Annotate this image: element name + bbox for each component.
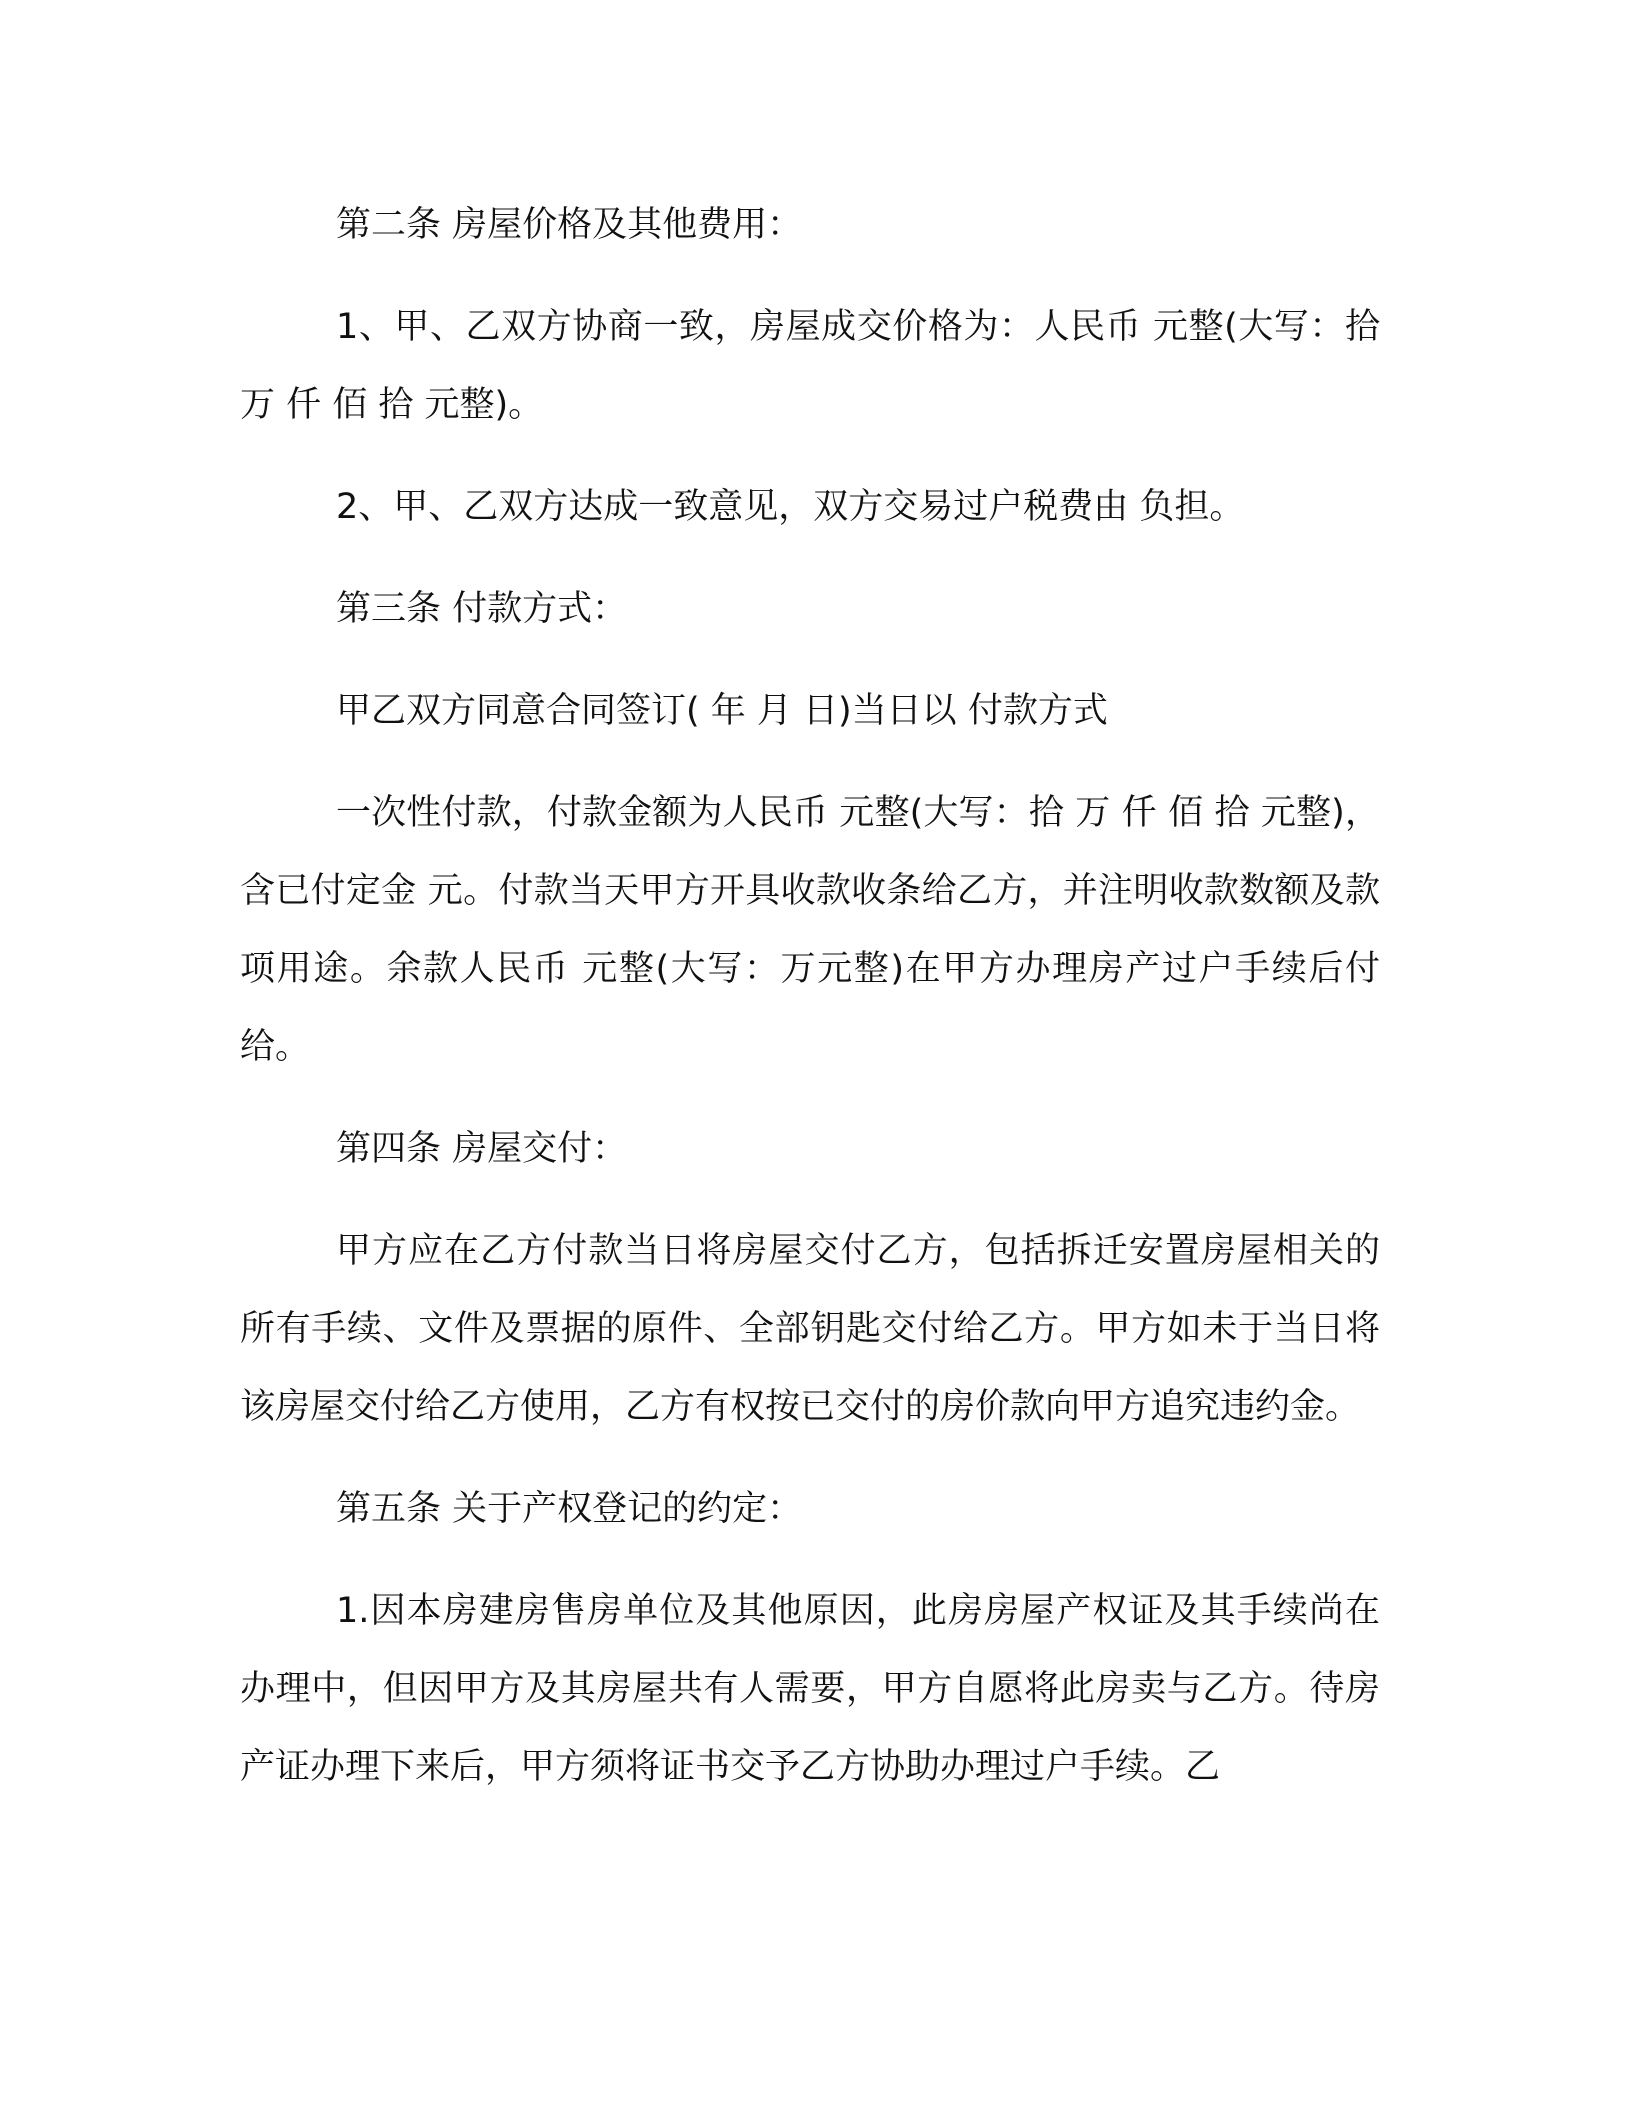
price-clause-1: 1、甲、乙双方协商一致，房屋成交价格为：人民币 元整(大写：拾 万 仟 佰 拾 元整)。 (240, 307, 1380, 425)
payment-agreement: 甲乙双方同意合同签订( 年 月 日)当日以 付款方式 (336, 691, 1108, 731)
lump-sum-payment: 一次性付款，付款金额为人民币 元整(大写：拾 万 仟 佰 拾 元整)，含已付定金 元。付款当天甲方开具收款收条给乙方，并注明收款数额及款项用途。余款人民币 元整(大写：万元整)在甲方办理房产过户手续后付给。 (240, 793, 1380, 1067)
section-2-heading: 第二条 房屋价格及其他费用： (336, 205, 803, 245)
section-5-heading: 第五条 关于产权登记的约定： (336, 1489, 803, 1529)
delivery-clause: 甲方应在乙方付款当日将房屋交付乙方，包括拆迁安置房屋相关的所有手续、文件及票据的原件、全部钥匙交付给乙方。甲方如未于当日将该房屋交付给乙方使用，乙方有权按已交付的房价款向甲方追究违约金。 (240, 1231, 1380, 1427)
section-3-heading: 第三条 付款方式： (336, 589, 628, 629)
price-clause-2: 2、甲、乙双方达成一致意见，双方交易过户税费由 负担。 (336, 487, 1245, 527)
document-body (240, 186, 1380, 1830)
section-4-heading: 第四条 房屋交付： (336, 1129, 628, 1169)
title-registration-clause: 1.因本房建房售房单位及其他原因，此房房屋产权证及其手续尚在办理中，但因甲方及其房屋共有人需要，甲方自愿将此房卖与乙方。待房产证办理下来后，甲方须将证书交予乙方协助办理过户手续。乙 (240, 1591, 1380, 1787)
